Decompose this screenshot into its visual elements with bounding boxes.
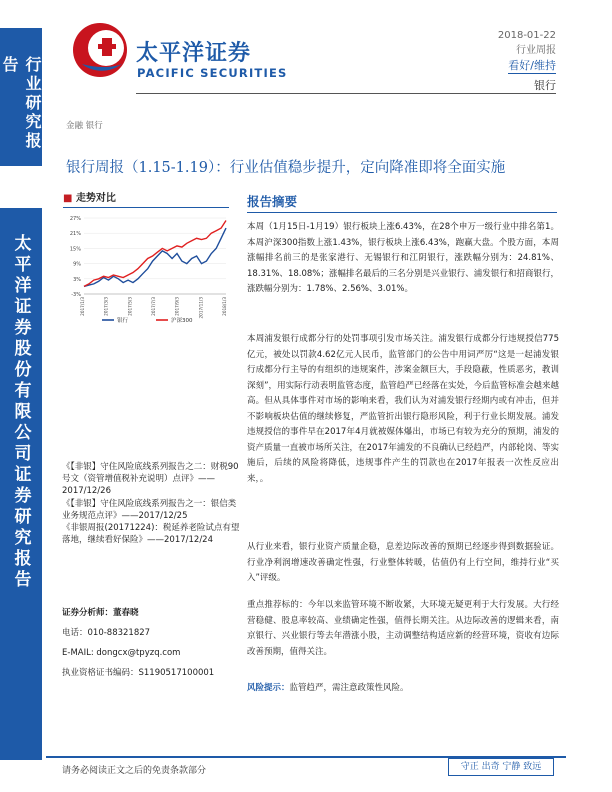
chart-heading xyxy=(63,189,229,208)
legend-label: 沪深300 xyxy=(171,318,193,324)
sidebar-bottom-label: 太平洋证券股份有限公司证券研究报告 xyxy=(10,234,31,591)
risk-note xyxy=(247,681,409,693)
summary-heading: 报告摘要 xyxy=(247,192,557,213)
analyst-name: 证券分析师：董春晓 xyxy=(62,608,139,618)
risk-text: 监管趋严，需注意政策性风险。 xyxy=(289,683,409,693)
series-line-csi300 xyxy=(84,221,226,287)
y-tick-label: 21% xyxy=(69,231,81,238)
analyst-license: 执业资格证书编码：S1190517100001 xyxy=(62,668,215,678)
report-meta xyxy=(498,28,556,74)
report-type: 行业周报 xyxy=(516,45,556,56)
chart-heading-text: 走势对比 xyxy=(75,193,116,204)
x-tick-label: 2017/11/3 xyxy=(198,297,204,319)
x-tick-label: 2017/5/3 xyxy=(127,297,133,316)
analyst-contact xyxy=(62,603,242,683)
y-tick-label: 27% xyxy=(69,216,81,222)
analyst-phone: 电话：010-88321827 xyxy=(62,628,151,638)
sidebar-industry-research xyxy=(0,28,42,166)
x-tick-label: 2017/3/3 xyxy=(103,297,109,316)
analyst-email: E-MAIL: dongcx@tpyzq.com xyxy=(62,648,181,658)
x-tick-label: 2017/7/3 xyxy=(151,297,156,316)
x-tick-label: 2018/1/3 xyxy=(222,297,227,316)
y-tick-label: -3% xyxy=(71,292,81,298)
sidebar-top-label: 行业研究报告 xyxy=(0,56,42,151)
bullet-icon: ■ xyxy=(63,193,73,204)
x-tick-label: 2017/1/3 xyxy=(80,297,85,316)
related-report-item: 《非银周报(20171224)：税延养老险试点有望落地，继续看好保险》——2017/12/24 xyxy=(62,523,240,546)
related-report-item: 《【非银】守住风险底线系列报告之一：银信类业务规范点评》——2017/12/25 xyxy=(62,498,237,521)
brand-name-cn: 太平洋证券 xyxy=(136,41,252,66)
y-tick-label: 15% xyxy=(69,246,81,253)
trend-chart xyxy=(62,212,232,330)
page-title: 银行周报（1.15-1.19）：行业估值稳步提升，定向降准即将全面实施 xyxy=(66,160,506,176)
category-breadcrumb: 金融 银行 xyxy=(66,121,103,131)
risk-label: 风险提示： xyxy=(247,683,290,693)
report-date: 2018-01-22 xyxy=(497,30,556,41)
footer-motto: 守正 出奇 宁静 致远 xyxy=(448,758,554,776)
related-reports xyxy=(62,461,240,546)
x-tick-label: 2017/9/3 xyxy=(174,297,180,316)
sidebar-company-name xyxy=(0,208,42,760)
legend-label: 银行 xyxy=(117,318,129,324)
pacific-securities-logo-icon xyxy=(62,14,134,86)
sector-label: 银行 xyxy=(534,79,556,92)
summary-paragraph: 本周（1月15日-1月19）银行板块上涨6.43%，在28个申万一级行业中排名第1。本周沪深300指数上涨1.43%，银行板块上涨6.43%，跑赢大盘。个股方面，本周涨幅排名前三的是张家港行、无锡银行和江阴银行，涨跌幅分别为：24.81%、18.31%、18.08%；涨幅排名最后的三名分别是兴业银行、浦发银行和招商银行，涨跌幅分别为：1.78%、2.56%、3.01%。 xyxy=(247,222,559,294)
header-divider xyxy=(136,93,556,94)
rating-badge: 看好/维持 xyxy=(508,59,556,72)
footer-disclaimer: 请务必阅读正文之后的免责条款部分 xyxy=(62,766,207,776)
summary-paragraph: 重点推荐标的：今年以来监管环境不断收紧，大环境无疑更利于大行发展。大行经营稳健、股息率较高、业绩确定性强，值得长期关注。从边际改善的逻辑来看，南京银行、兴业银行等去年潜涨小股，主动调整结构适应新的经营环境，资收有边际改善预期，值得关注。 xyxy=(247,600,559,657)
brand-name-en: PACIFIC SECURITIES xyxy=(137,66,288,80)
y-tick-label: 3% xyxy=(73,276,81,283)
series-line-bank xyxy=(84,228,226,286)
summary-paragraph: 从行业来看，银行业资产质量企稳，息差边际改善的预期已经逐步得到数据验证。行业净利润增速改善确定性强，行业整体转暖，估值仍有上行空间，维持行业“买入”评级。 xyxy=(247,542,559,583)
y-tick-label: 9% xyxy=(73,261,81,268)
summary-paragraph: 本周浦发银行成都分行的处罚事项引发市场关注。浦发银行成都分行违规授信775亿元，被处以罚款4.62亿元人民币，监管部门的公告中用词严厉“这是一起浦发银行成都分行主导的有组织的违规案件，涉案金额巨大，手段隐蔽，性质恶劣，教训深刻”，用实际行动表明监管态度，监管趋严已经落在实处，今后监管标准会越来越高。但从具体事件对市场的影响来看，我们认为对浦发银行经期内或有冲击，但并不影响板块估值的继续修复，严监管折出银行隐形风险，利于行业长期发展。浦发违规授信的事件早在2017年4月就被媒体爆出，市场已有较为充分的预期，浦发的资产质量一直被市场所关注，在2017年浦发的不良确认已经趋严，内部轮岗、等实施后，后续的风险将降低，违规事件产生的罚款也在2017年报表一次性反应出来，。 xyxy=(247,334,559,484)
related-report-item: 《【非银】守住风险底线系列报告之二：财税90号文（资管增值税补充说明）点评》——2017/12/26 xyxy=(62,462,239,497)
